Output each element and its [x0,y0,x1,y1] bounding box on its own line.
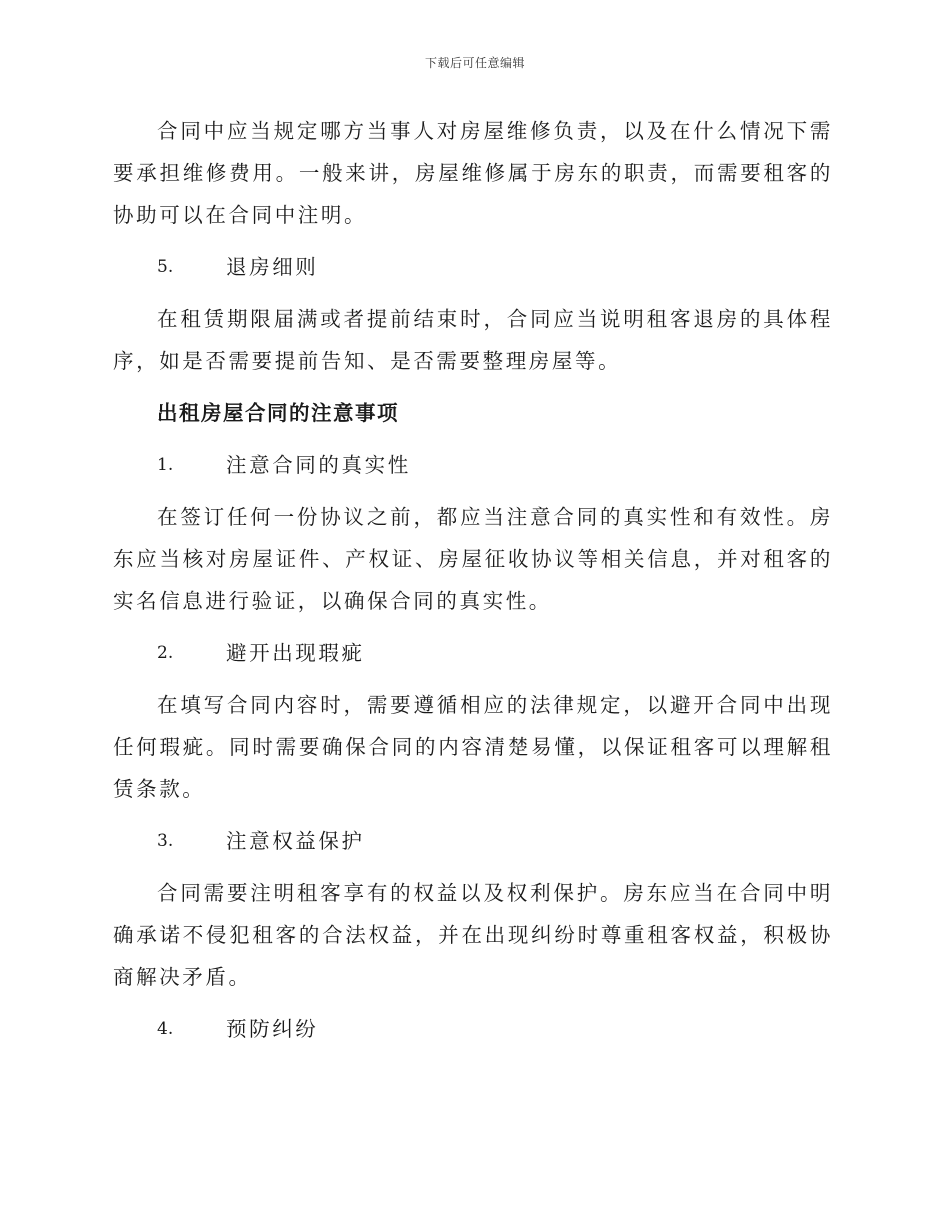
list-item-avoid-defects [113,632,833,674]
list-label: 预防纠纷 [226,1017,319,1041]
list-number: 4. [157,1019,174,1039]
list-number: 1. [157,455,174,475]
list-label: 注意合同的真实性 [226,453,411,477]
list-item-rights-protection [113,820,833,862]
paragraph-repair-responsibility: 合同中应当规定哪方当事人对房屋维修负责，以及在什么情况下需要承担维修费用。一般来讲，房屋维修属于房东的职责，而需要租客的协助可以在合同中注明。 [113,119,833,227]
list-label: 退房细则 [226,255,319,279]
list-label: 注意权益保护 [226,829,365,853]
list-number: 5. [157,257,174,277]
section-heading: 出租房屋合同的注意事项 [157,401,399,425]
list-item-prevent-disputes [113,1008,833,1050]
list-item-move-out [113,246,833,288]
document-body [113,110,833,1060]
list-label: 避开出现瑕疵 [226,641,365,665]
paragraph-avoid-defects: 在填写合同内容时，需要遵循相应的法律规定，以避开合同中出现任何瑕疵。同时需要确保合同的内容清楚易懂，以保证租客可以理解租赁条款。 [113,693,833,801]
paragraph-rights-protection: 合同需要注明租客享有的权益以及权利保护。房东应当在合同中明确承诺不侵犯租客的合法权益，并在出现纠纷时尊重租客权益，积极协商解决矛盾。 [113,881,833,989]
list-item-authenticity [113,444,833,486]
header-note: 下载后可任意编辑 [424,56,525,70]
list-number: 2. [157,643,174,663]
paragraph-move-out: 在租赁期限届满或者提前结束时，合同应当说明租客退房的具体程序，如是否需要提前告知、是否需要整理房屋等。 [113,307,833,373]
paragraph-authenticity: 在签订任何一份协议之前，都应当注意合同的真实性和有效性。房东应当核对房屋证件、产权证、房屋征收协议等相关信息，并对租客的实名信息进行验证，以确保合同的真实性。 [113,505,833,613]
list-number: 3. [157,831,174,851]
